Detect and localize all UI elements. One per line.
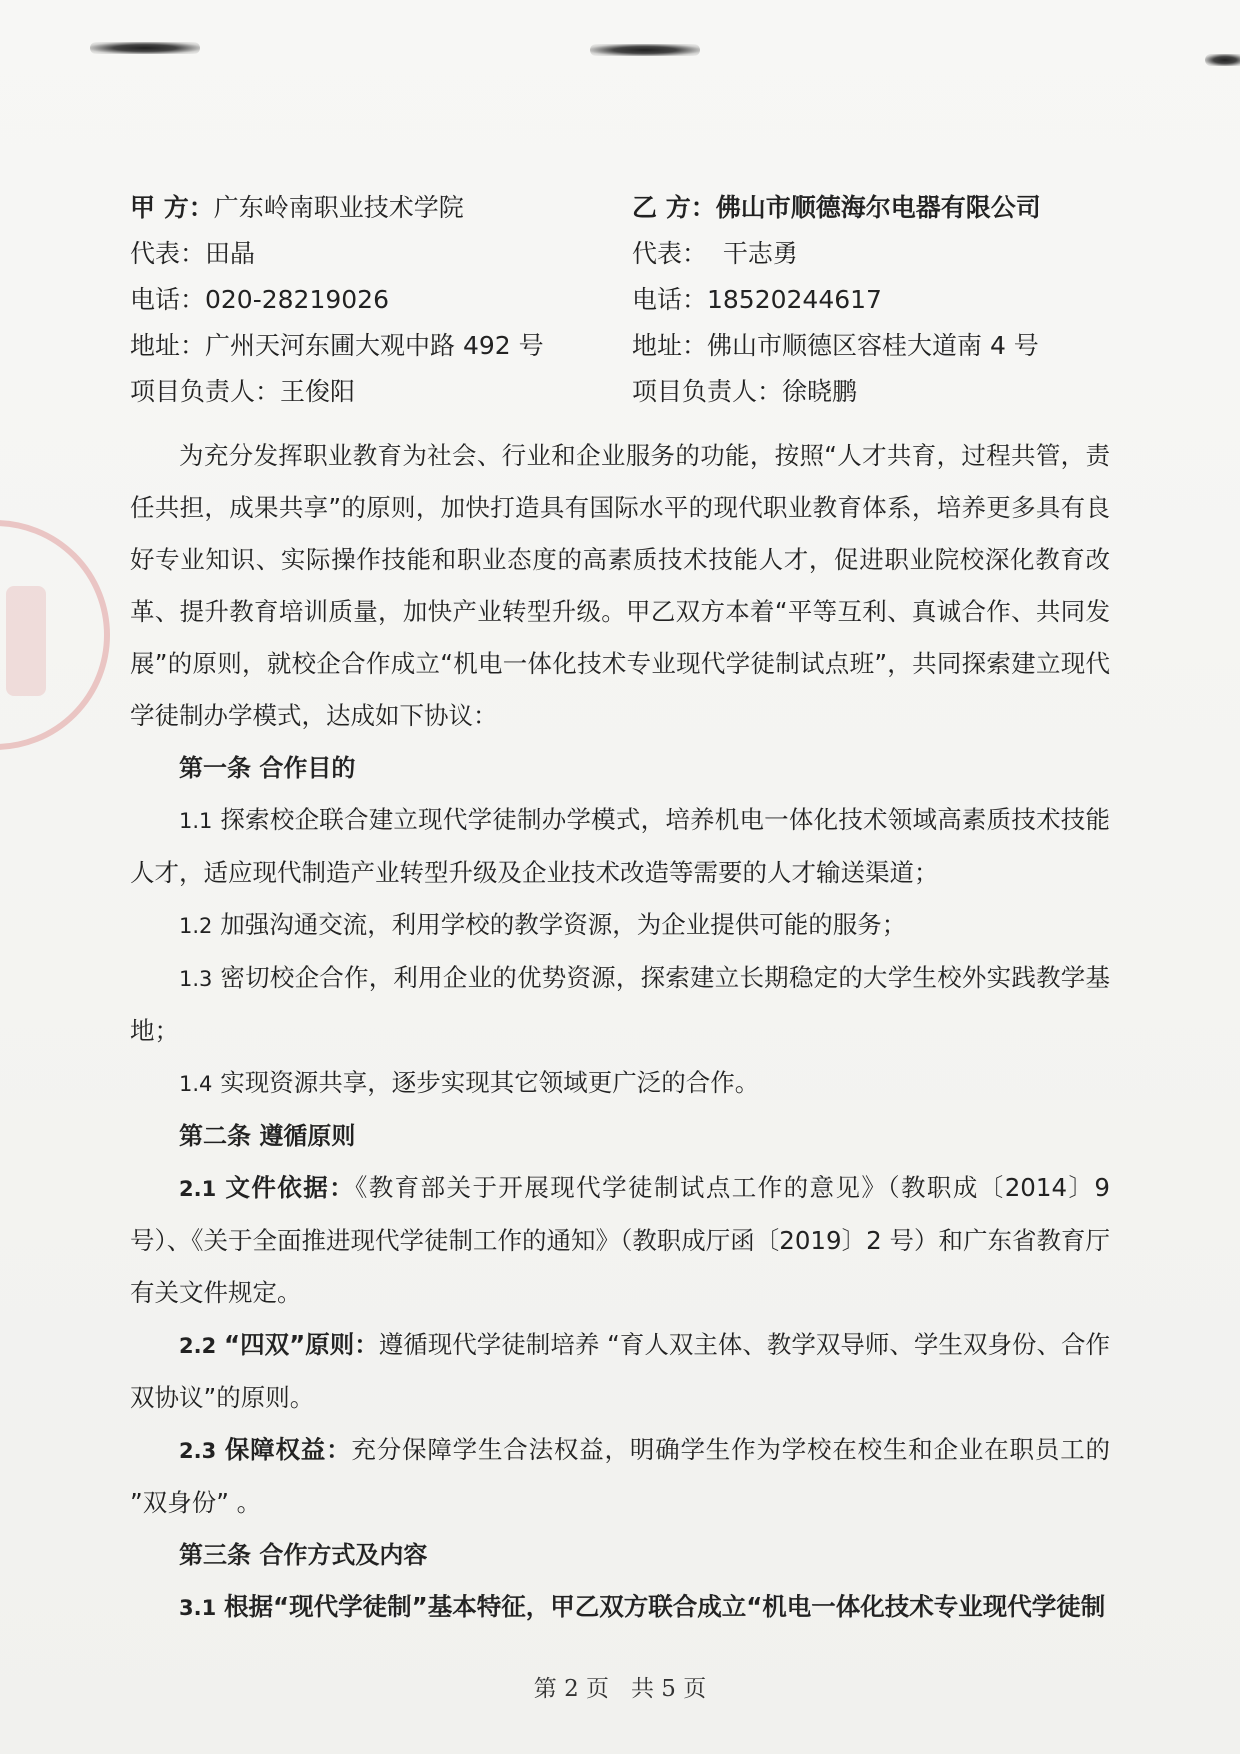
party-a-label: 甲 方： — [130, 193, 214, 222]
clause-num: 2.1 — [179, 1177, 217, 1201]
clause-2-2 — [130, 1319, 1110, 1424]
clause-lead: 保障权益： — [224, 1435, 352, 1464]
agreement-body — [130, 430, 1110, 1634]
clause-num: 1.3 — [179, 967, 213, 991]
article-2-title: 第二条 遵循原则 — [179, 1122, 356, 1150]
clause-text: 充分保障学生合法权益，明确学生作为学校在校生和企业在职员工的 ”双身份” 。 — [130, 1435, 1111, 1517]
clause-text: 加强沟通交流，利用学校的教学资源，为企业提供可能的服务； — [220, 910, 907, 939]
clause-1-3 — [130, 952, 1110, 1057]
article-3-title: 第三条 合作方式及内容 — [179, 1541, 428, 1569]
party-b-label: 乙 方： — [632, 193, 716, 222]
party-b-name-row — [632, 188, 1041, 234]
party-a-phone: 电话：020-28219026 — [130, 285, 389, 314]
scan-hole-mark-center — [590, 44, 700, 56]
party-a-manager: 项目负责人：王俊阳 — [130, 377, 356, 406]
article-1-title: 第一条 合作目的 — [179, 754, 356, 782]
clause-text: 探索校企联合建立现代学徒制办学模式，培养机电一体化技术领域高素质技术技能人才，适应现代制造产业转型升级及企业技术改造等需要的人才输送渠道； — [130, 805, 1110, 887]
clause-1-4 — [130, 1057, 1110, 1110]
scan-hole-mark-right — [1205, 54, 1240, 66]
clause-num: 2.3 — [179, 1439, 217, 1463]
clause-lead: 文件依据： — [225, 1173, 356, 1202]
clause-1-1 — [130, 794, 1110, 899]
party-b-name: 佛山市顺德海尔电器有限公司 — [715, 193, 1041, 222]
party-a-address: 地址：广州天河东圃大观中路 492 号 — [130, 331, 544, 360]
party-a — [130, 188, 544, 418]
clause-num: 1.2 — [179, 914, 213, 938]
clause-2-1 — [130, 1162, 1110, 1319]
party-b — [632, 188, 1041, 418]
clause-lead: 根据“现代学徒制”基本特征，甲乙双方联合成立“机电一体化技术专业现代学徒制 — [224, 1592, 1106, 1621]
clause-text: 密切校企合作，利用企业的优势资源，探索建立长期稳定的大学生校外实践教学基地； — [130, 963, 1110, 1045]
intro-paragraph: 为充分发挥职业教育为社会、行业和企业服务的功能，按照“人才共育，过程共管，责任共担，成果共享”的原则，加快打造具有国际水平的现代职业教育体系，培养更多具有良好专业知识、实际操作技能和职业态度的高素质技术技能人才，促进职业院校深化教育改革、提升教育培训质量，加快产业转型升级。甲乙双方本着“平等互利、真诚合作、共同发展”的原则，就校企合作成立“机电一体化技术专业现代学徒制试点班”，共同探索建立现代学徒制办学模式，达成如下协议： — [130, 441, 1110, 730]
scan-hole-mark-left — [90, 42, 200, 54]
party-b-phone: 电话：18520244617 — [632, 285, 882, 314]
clause-num: 3.1 — [179, 1596, 217, 1620]
clause-lead: “四双”原则： — [224, 1330, 379, 1359]
clause-text: 遵循现代学徒制培养 “育人双主体、教学双导师、学生双身份、合作双协议”的原则。 — [130, 1330, 1110, 1412]
page-footer: 第 2 页 共 5 页 — [533, 1676, 707, 1702]
clause-num: 1.1 — [179, 809, 213, 833]
clause-text: 《教育部关于开展现代学徒制试点工作的意见》（教职成〔2014〕9 号）、《关于全面推进现代学徒制工作的通知》（教职成厅函〔2019〕2 号）和广东省教育厅有关文件规定。 — [130, 1173, 1111, 1307]
clause-3-1 — [130, 1581, 1110, 1634]
party-b-manager: 项目负责人：徐晓鹏 — [632, 377, 858, 406]
red-seal-stamp — [0, 520, 110, 750]
clause-num: 1.4 — [179, 1072, 213, 1096]
party-b-address: 地址：佛山市顺德区容桂大道南 4 号 — [632, 331, 1039, 360]
clause-2-3 — [130, 1424, 1110, 1529]
clause-1-2 — [130, 899, 1110, 952]
clause-text: 实现资源共享，逐步实现其它领域更广泛的合作。 — [220, 1068, 760, 1097]
party-a-name-row — [130, 188, 544, 234]
clause-num: 2.2 — [179, 1334, 217, 1358]
party-a-name: 广东岭南职业技术学院 — [213, 193, 464, 222]
party-a-rep: 代表：田晶 — [130, 239, 256, 268]
party-b-rep: 代表： 干志勇 — [632, 239, 798, 268]
